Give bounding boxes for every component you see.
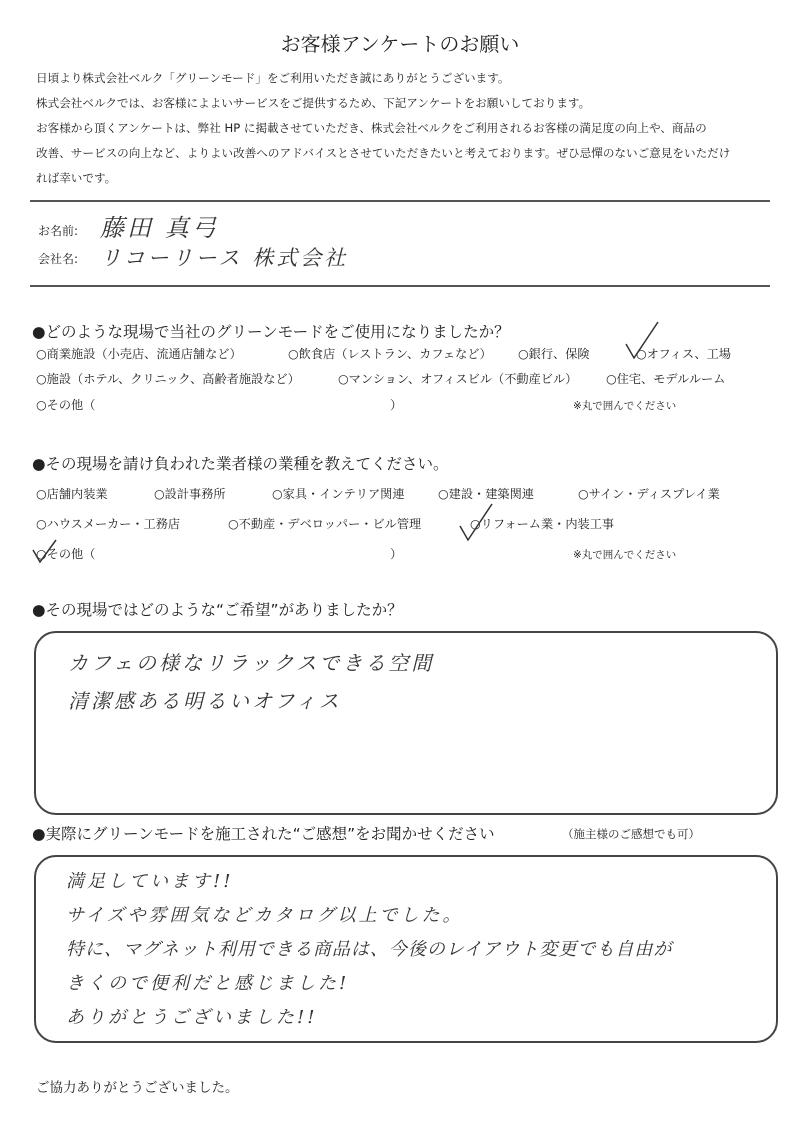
q4-heading: ●実際にグリーンモードを施工された“ご感想”をお聞かせください <box>32 825 495 843</box>
company-value[interactable]: リコーリース 株式会社 <box>100 246 349 270</box>
q2-heading: ●その現場を請け負われた業者様の業種を教えてください。 <box>32 455 449 473</box>
q3-answer-box[interactable] <box>34 631 778 815</box>
q2-option[interactable]: ○ハウスメーカー・工務店 <box>36 517 181 531</box>
answer-line: ありがとうございました!! <box>66 1007 318 1028</box>
company-label: 会社名: <box>38 252 79 266</box>
q3-heading: ●その現場ではどのような“ご希望”がありましたか？ <box>32 601 403 619</box>
q2-option[interactable]: ○店舗内装業 <box>36 487 108 501</box>
q1-option[interactable]: ○飲食店（レストラン、カフェなど） <box>288 347 492 361</box>
q4-subnote: （施主様のご感想でも可） <box>562 827 700 841</box>
q2-option[interactable]: ○家具・インテリア関連 <box>272 487 405 501</box>
q1-option-other[interactable]: ○その他（ <box>36 398 96 412</box>
q2-option[interactable]: ○サイン・ディスプレイ業 <box>578 487 720 501</box>
name-label: お名前: <box>38 224 79 238</box>
answer-line: カフェの様なリラックスできる空間 <box>68 651 435 675</box>
q1-option-checked[interactable]: ○オフィス、工場 <box>636 347 731 361</box>
intro-line: 改善、サービスの向上など、よりよい改善へのアドバイスとさせていただきたいと考えております。ぜひ忌憚のないご意見をいただけ <box>36 146 731 160</box>
answer-line: 特に、マグネット利用できる商品は、今後のレイアウト変更でも自由が <box>66 939 673 960</box>
q1-heading: ●どのような現場で当社のグリーンモードをご使用になりましたか？ <box>32 323 510 341</box>
q4-answer-box[interactable] <box>34 855 778 1043</box>
q1-option[interactable]: ○商業施設（小売店、流通店舗など） <box>36 347 242 361</box>
divider <box>30 200 770 202</box>
q2-note: ※丸で囲んでください <box>573 549 677 561</box>
q1-note: ※丸で囲んでください <box>573 400 677 412</box>
intro-paragraph <box>36 66 766 191</box>
divider <box>30 285 770 287</box>
page-title: お客様アンケートのお願い <box>280 32 520 56</box>
close-paren: ） <box>390 547 403 561</box>
intro-line: 株式会社ベルクでは、お客様によよいサービスをご提供するため、下記アンケートをお願いしております。 <box>36 96 591 110</box>
q2-option[interactable]: ○設計事務所 <box>154 487 226 501</box>
q2-option-other[interactable]: ○その他（ <box>36 547 96 561</box>
intro-line: れば幸いです。 <box>36 171 117 185</box>
intro-line: 日頃より株式会社ベルク「グリーンモード」をご利用いただき誠にありがとうございます。 <box>36 71 510 85</box>
close-paren: ） <box>390 398 403 412</box>
answer-line: きくので便利だと感じました! <box>66 973 350 994</box>
q2-option[interactable]: ○建設・建築関連 <box>438 487 534 501</box>
q1-option[interactable]: ○マンション、オフィスビル（不動産ビル） <box>338 372 578 386</box>
q2-option-checked[interactable]: ○リフォーム業・内装工事 <box>470 517 615 531</box>
q1-option[interactable]: ○住宅、モデルルーム <box>606 372 726 386</box>
q1-option[interactable]: ○施設（ホテル、クリニック、高齢者施設など） <box>36 372 300 386</box>
q1-option[interactable]: ○銀行、保険 <box>518 347 590 361</box>
answer-line: サイズや雰囲気などカタログ以上でした。 <box>66 905 464 926</box>
answer-line: 満足しています!! <box>66 871 234 892</box>
q2-option[interactable]: ○不動産・デベロッパー・ビル管理 <box>228 517 422 531</box>
name-value[interactable]: 藤田 真弓 <box>100 214 219 242</box>
answer-line: 清潔感ある明るいオフィス <box>68 689 342 713</box>
intro-line: お客様から頂くアンケートは、弊社 HP に掲載させていただき、株式会社ベルクをご利用されるお客様の満足度の向上や、商品の <box>36 121 707 135</box>
footer-thanks: ご協力ありがとうございました。 <box>36 1080 239 1096</box>
